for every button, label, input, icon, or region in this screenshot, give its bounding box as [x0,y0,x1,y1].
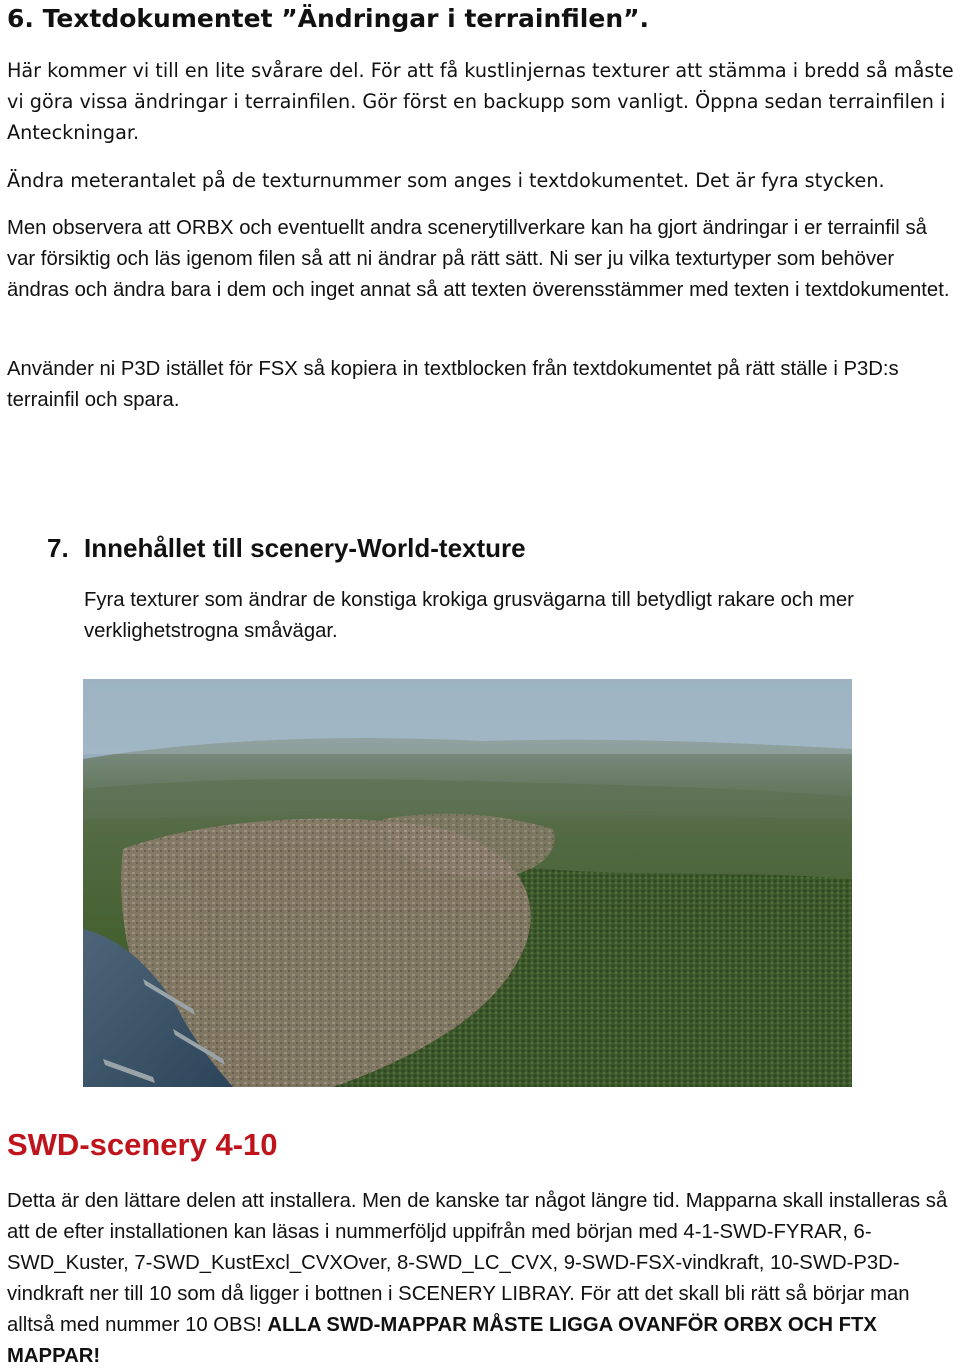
swd-install-paragraph [7,1186,957,1372]
section-6-paragraph-orbx-warning: Men observera att ORBX och eventuellt andra scenerytillverkare kan ha gjort ändringar i er terrainfil så var försiktig och läs igenom filen så att ni ändrar på rätt sätt. Ni ser ju vilka texturtyper som behöver ändras och ändra bara i dem och inget annat så att texten överensstämmer med texten i textdokumentet. [7,217,950,301]
aerial-scenery-photo [83,679,852,1087]
section-7-intro: Fyra texturer som ändrar de konstiga krokiga grusvägarna till betydligt rakare och mer verklighetstrogna småvägar. [84,589,854,642]
section-7-number: 7. [47,533,69,563]
section-6-paragraph-p3d: Använder ni P3D istället för FSX så kopiera in textblocken från textdokumentet på rätt ställe i P3D:s terrainfil och spara. [7,358,899,411]
swd-scenery-heading: SWD-scenery 4-10 [7,1127,278,1162]
section-6-paragraph-intro: Här kommer vi till en lite svårare del. För att få kustlinjernas texturer att stämma i bredd så måste vi göra vissa ändringar i terrainfilen. Gör först en backupp som vanligt. Öppna sedan terrainfilen i Anteckningar. [7,59,954,144]
section-7-title: Innehållet till scenery-World-texture [84,533,526,563]
section-6-paragraph-meters: Ändra meterantalet på de texturnummer som anges i textdokumentet. Det är fyra stycken. [7,169,885,192]
swd-install-text: Detta är den lättare delen att installera. Men de kanske tar något längre tid. Mapparna skall installeras så att de efter installationen kan läsas i nummerföljd uppifrån med början med 4-1-SWD-FYRAR, 6-SWD_Kuster, 7-SWD_KustExcl_CVXOver, 8-SWD_LC_CVX, 9-SWD-FSX-vindkraft, 10-SWD-P3D-vindkraft ner till 10 som då ligger i bottnen i SCENERY LIBRAY. För att det skall bli rätt så börjar man alltså med nummer 10 OBS! [7,1190,948,1336]
section-7-heading [47,530,526,566]
swd-bold-warning: ALLA SWD-MAPPAR MÅSTE LIGGA OVANFÖR ORBX OCH FTX MAPPAR! [7,1314,877,1367]
section-6-heading: 6. Textdokumentet ”Ändringar i terrainfilen”. [7,4,650,33]
